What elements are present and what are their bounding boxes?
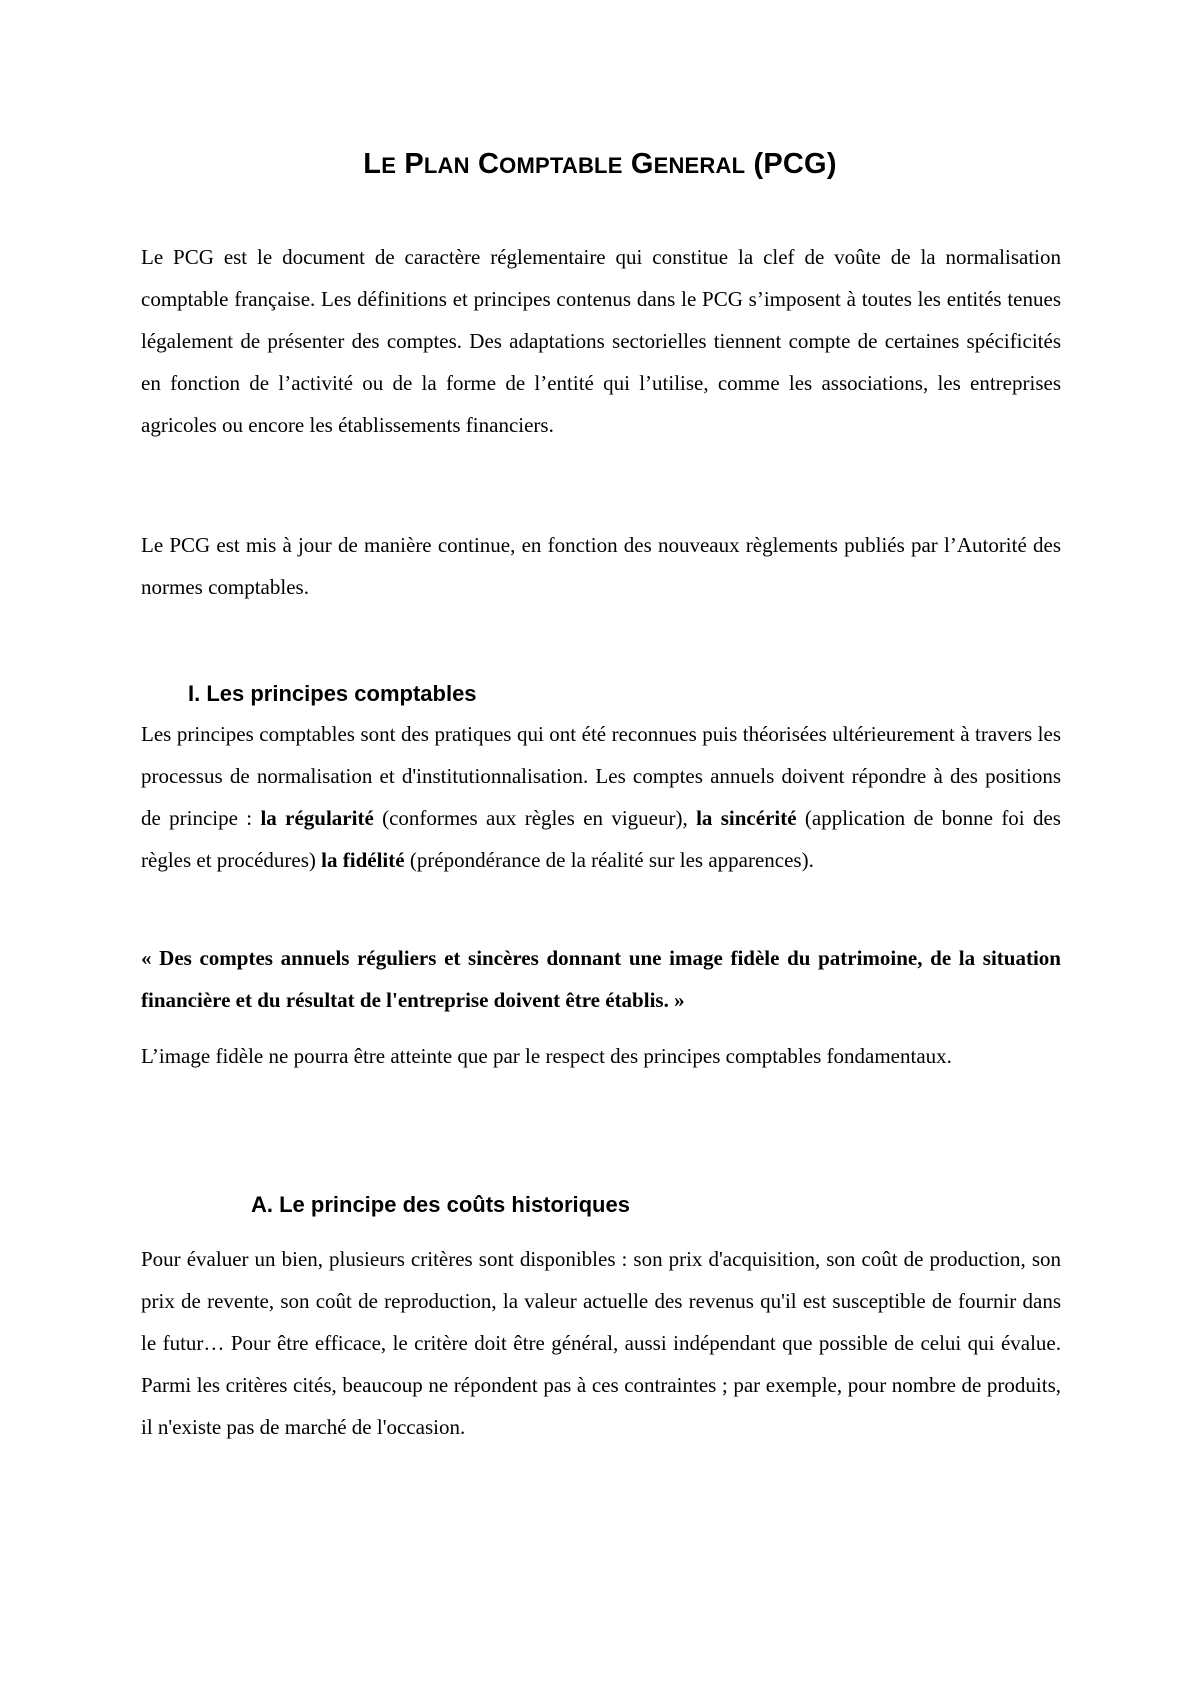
section-1-quote: « Des comptes annuels réguliers et sincères donnant une image fidèle du patrimoine, de la situation financière et du résultat de l'entreprise doivent être établis. » [141, 946, 1061, 1012]
title-rest-comptable: OMPTABLE [499, 153, 623, 178]
title-initial-p: P [404, 148, 424, 180]
section-a-heading: A. Le principe des coûts historiques [251, 1192, 630, 1217]
section-a-paragraph-1: Pour évaluer un bien, plusieurs critères sont disponibles : son prix d'acquisition, son coût de production, son prix de revente, son coût de reproduction, la valeur actuelle des revenus qu'il est susceptible de fournir dans le futur… Pour être efficace, le critère doit être général, aussi indépendant que possible de celui qui évalue. Parmi les critères cités, beaucoup ne répondent pas à ces contraintes ; par exemple, pour nombre de produits, il n'existe pas de marché de l'occasion. [141, 1247, 1061, 1439]
section-1-text-c: (application de bonne foi des règles et procédures) [141, 806, 1061, 872]
title-rest-le: E [381, 153, 397, 178]
title-rest-general: ENERAL [653, 153, 746, 178]
title-acronym: (PCG) [753, 148, 837, 180]
term-regularite: la régularité [260, 806, 374, 830]
term-sincerite: la sincérité [696, 806, 797, 830]
document-title [0, 144, 1200, 186]
intro-paragraph-1: Le PCG est le document de caractère réglementaire qui constitue la clef de voûte de la normalisation comptable française. Les définitions et principes contenus dans le PCG s’imposent à toutes les entités tenues légalement de présenter des comptes. Des adaptations sectorielles tiennent compte de certaines spécificités en fonction de l’activité ou de la forme de l’entité qui l’utilise, comme les associations, les entreprises agricoles ou encore les établissements financiers. [141, 245, 1061, 437]
title-initial-c: C [478, 148, 500, 180]
section-1-text-b: (conformes aux règles en vigueur), [373, 806, 697, 830]
title-initial-l: L [363, 148, 382, 180]
term-fidelite: la fidélité [321, 848, 405, 872]
intro-paragraph-2: Le PCG est mis à jour de manière continue, en fonction des nouveaux règlements publiés par l’Autorité des normes comptables. [141, 533, 1061, 599]
section-1-paragraph-1 [141, 713, 1061, 881]
section-1-text-a: Les principes comptables sont des pratiques qui ont été reconnues puis théorisées ultérieurement à travers les processus de normalisation et d'institutionnalisation. Les comptes annuels doivent répondre à des positions de principe : [141, 722, 1061, 830]
title-rest-plan: LAN [423, 153, 470, 178]
section-1-heading: I. Les principes comptables [188, 681, 477, 706]
title-initial-g: G [630, 148, 654, 180]
section-1-paragraph-2: L’image fidèle ne pourra être atteinte que par le respect des principes comptables fondamentaux. [141, 1044, 952, 1068]
section-1-text-d: (prépondérance de la réalité sur les apparences). [404, 848, 814, 872]
